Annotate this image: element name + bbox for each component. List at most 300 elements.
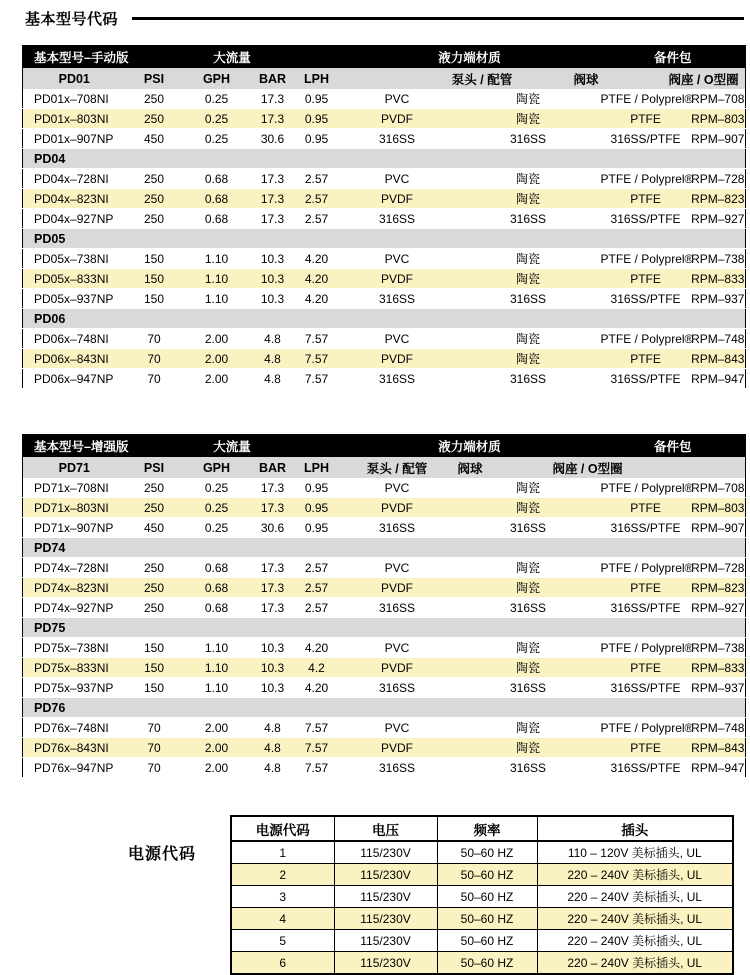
cell: 115/230V xyxy=(334,864,437,886)
model-row xyxy=(23,518,746,538)
cell: 10.3 xyxy=(251,678,295,698)
cell: 316SS xyxy=(339,598,456,618)
model-row xyxy=(23,658,746,678)
cell: 250 xyxy=(126,109,183,129)
cell: RPM–843 xyxy=(691,349,746,369)
model-row xyxy=(23,478,746,498)
cell: 陶瓷 xyxy=(456,269,601,289)
col-valve-seat: 阀座 / O型圈 xyxy=(601,68,691,89)
flow-header: 大流量 xyxy=(126,435,339,458)
cell: 4.8 xyxy=(251,758,295,778)
section-row xyxy=(23,538,746,558)
cell: 10.3 xyxy=(251,638,295,658)
cell: 50–60 HZ xyxy=(437,841,537,864)
cell: 0.68 xyxy=(183,209,251,229)
model-row xyxy=(23,109,746,129)
cell: PD05x–833NI xyxy=(23,269,126,289)
cell: PD04x–823NI xyxy=(23,189,126,209)
cell: 1.10 xyxy=(183,638,251,658)
cell: 250 xyxy=(126,478,183,498)
cell: PD76x–947NP xyxy=(23,758,126,778)
cell: RPM–927 xyxy=(691,598,746,618)
cell: PTFE xyxy=(601,658,691,678)
cell: 2.00 xyxy=(183,718,251,738)
cell: 0.25 xyxy=(183,109,251,129)
cell: 110 – 120V 美标插头, UL xyxy=(537,841,733,864)
cell: 70 xyxy=(126,758,183,778)
col-gph: GPH xyxy=(183,457,251,478)
cell: PD74x–927NP xyxy=(23,598,126,618)
cell: PD74x–728NI xyxy=(23,558,126,578)
cell: PTFE xyxy=(601,349,691,369)
cell: PVC xyxy=(339,329,456,349)
cell: 450 xyxy=(126,518,183,538)
cell: PD01x–708NI xyxy=(23,89,126,109)
cell: RPM–937 xyxy=(691,678,746,698)
cell: PVDF xyxy=(339,738,456,758)
cell: RPM–803 xyxy=(691,498,746,518)
cell: PVDF xyxy=(339,498,456,518)
col-lph: LPH xyxy=(295,457,339,478)
cell: PVDF xyxy=(339,109,456,129)
cell: 316SS/PTFE xyxy=(601,129,691,149)
cell: RPM–947 xyxy=(691,758,746,778)
cell: 0.95 xyxy=(295,89,339,109)
cell: 150 xyxy=(126,658,183,678)
cell: RPM–907 xyxy=(691,129,746,149)
section-label: PD04 xyxy=(23,149,746,169)
cell: 150 xyxy=(126,249,183,269)
cell: 250 xyxy=(126,209,183,229)
cell: 17.3 xyxy=(251,169,295,189)
models-table-body xyxy=(23,89,746,389)
cell: RPM–927 xyxy=(691,209,746,229)
col-gph: GPH xyxy=(183,68,251,89)
kit-header: 备件包 xyxy=(601,435,746,458)
cell: 4.20 xyxy=(295,678,339,698)
cell: 2.57 xyxy=(295,169,339,189)
cell: PTFE / Polyprel® xyxy=(601,558,691,578)
model-family-label: PD71 xyxy=(23,457,126,478)
model-row xyxy=(23,558,746,578)
cell: PTFE xyxy=(601,738,691,758)
cell: 220 – 240V 美标插头, UL xyxy=(537,952,733,975)
cell: 0.25 xyxy=(183,518,251,538)
material-header: 液力端材质 xyxy=(339,435,601,458)
cell: 2.57 xyxy=(295,578,339,598)
model-row xyxy=(23,89,746,109)
cell: 4.20 xyxy=(295,269,339,289)
cell: 2.57 xyxy=(295,189,339,209)
cell: PD76x–843NI xyxy=(23,738,126,758)
cell: 316SS/PTFE xyxy=(601,678,691,698)
cell: 0.95 xyxy=(295,478,339,498)
col-pump-head: 泵头 / 配管 xyxy=(339,457,456,478)
cell: 250 xyxy=(126,498,183,518)
cell: 0.25 xyxy=(183,129,251,149)
power-row xyxy=(231,864,733,886)
cell: 250 xyxy=(126,558,183,578)
cell: 316SS xyxy=(339,369,456,389)
cell: 陶瓷 xyxy=(456,578,601,598)
cell: 50–60 HZ xyxy=(437,864,537,886)
cell: 50–60 HZ xyxy=(437,886,537,908)
cell: PD71x–708NI xyxy=(23,478,126,498)
cell: 3 xyxy=(231,886,334,908)
cell: RPM–738 xyxy=(691,638,746,658)
cell: PVC xyxy=(339,478,456,498)
col-valve-seat: 阀座 / O型圈 xyxy=(601,457,691,478)
cell: 316SS/PTFE xyxy=(601,518,691,538)
cell: 316SS xyxy=(456,129,601,149)
model-row xyxy=(23,189,746,209)
model-row xyxy=(23,329,746,349)
cell: PVC xyxy=(339,558,456,578)
col-valve-ball: 阀球 xyxy=(456,457,601,478)
title-rule xyxy=(132,17,744,20)
cell: 70 xyxy=(126,718,183,738)
section-row xyxy=(23,698,746,718)
cell: PVC xyxy=(339,169,456,189)
cell: 17.3 xyxy=(251,209,295,229)
cell: PTFE / Polyprel® xyxy=(601,329,691,349)
cell: 4.8 xyxy=(251,718,295,738)
cell: 30.6 xyxy=(251,518,295,538)
cell: 70 xyxy=(126,349,183,369)
cell: 0.68 xyxy=(183,169,251,189)
cell: PVC xyxy=(339,249,456,269)
cell: RPM–833 xyxy=(691,269,746,289)
cell: 陶瓷 xyxy=(456,89,601,109)
cell: 陶瓷 xyxy=(456,558,601,578)
cell: 1.10 xyxy=(183,678,251,698)
power-row xyxy=(231,841,733,864)
cell: RPM–728 xyxy=(691,558,746,578)
cell: 7.57 xyxy=(295,738,339,758)
col-valve-ball: 阀球 xyxy=(456,68,601,89)
cell: 2.00 xyxy=(183,758,251,778)
cell: PD04x–728NI xyxy=(23,169,126,189)
material-header: 液力端材质 xyxy=(339,46,601,69)
model-row xyxy=(23,269,746,289)
section-row xyxy=(23,618,746,638)
cell: 2.57 xyxy=(295,598,339,618)
cell: 115/230V xyxy=(334,908,437,930)
cell: 0.95 xyxy=(295,129,339,149)
cell: PD76x–748NI xyxy=(23,718,126,738)
model-row xyxy=(23,678,746,698)
cell: 0.68 xyxy=(183,558,251,578)
column-header-row xyxy=(23,457,746,478)
cell: 250 xyxy=(126,598,183,618)
section-row xyxy=(23,309,746,329)
cell: 17.3 xyxy=(251,578,295,598)
cell: PD74x–823NI xyxy=(23,578,126,598)
col-plug: 插头 xyxy=(537,816,733,841)
cell: PVC xyxy=(339,718,456,738)
cell: PD05x–738NI xyxy=(23,249,126,269)
cell: 316SS xyxy=(456,758,601,778)
cell: 1.10 xyxy=(183,249,251,269)
cell: 4.8 xyxy=(251,738,295,758)
cell: 150 xyxy=(126,269,183,289)
col-psi: PSI xyxy=(126,68,183,89)
model-row xyxy=(23,289,746,309)
cell: 2 xyxy=(231,864,334,886)
cell: 7.57 xyxy=(295,349,339,369)
cell: PTFE / Polyprel® xyxy=(601,169,691,189)
cell: 70 xyxy=(126,738,183,758)
cell: 7.57 xyxy=(295,758,339,778)
cell: 115/230V xyxy=(334,886,437,908)
cell: 316SS/PTFE xyxy=(601,209,691,229)
cell: 4.2 xyxy=(295,658,339,678)
cell: 4.8 xyxy=(251,369,295,389)
cell: RPM–748 xyxy=(691,718,746,738)
models-table-body xyxy=(23,478,746,778)
cell: PTFE xyxy=(601,578,691,598)
cell: 1.10 xyxy=(183,289,251,309)
model-row xyxy=(23,369,746,389)
cell: 0.95 xyxy=(295,518,339,538)
cell: 316SS xyxy=(456,369,601,389)
cell: PVDF xyxy=(339,269,456,289)
cell: 陶瓷 xyxy=(456,638,601,658)
cell: 250 xyxy=(126,578,183,598)
cell: 陶瓷 xyxy=(456,249,601,269)
cell: PTFE / Polyprel® xyxy=(601,718,691,738)
cell: 17.3 xyxy=(251,189,295,209)
cell: 316SS xyxy=(339,209,456,229)
cell: 陶瓷 xyxy=(456,109,601,129)
page-title: 基本型号代码 xyxy=(25,10,119,28)
cell: RPM–947 xyxy=(691,369,746,389)
cell: 115/230V xyxy=(334,841,437,864)
cell: 17.3 xyxy=(251,498,295,518)
cell: 1 xyxy=(231,841,334,864)
cell: 2.57 xyxy=(295,209,339,229)
cell: PD75x–937NP xyxy=(23,678,126,698)
cell: 2.00 xyxy=(183,369,251,389)
cell: RPM–937 xyxy=(691,289,746,309)
cell: PVC xyxy=(339,638,456,658)
cell: 17.3 xyxy=(251,109,295,129)
models-table-enhanced xyxy=(22,434,746,778)
cell: 0.95 xyxy=(295,498,339,518)
cell: PD01x–907NP xyxy=(23,129,126,149)
cell: 2.57 xyxy=(295,558,339,578)
cell: 陶瓷 xyxy=(456,738,601,758)
cell: PD06x–947NP xyxy=(23,369,126,389)
cell: 0.25 xyxy=(183,89,251,109)
col-bar: BAR xyxy=(251,68,295,89)
cell: 150 xyxy=(126,638,183,658)
kit-header: 备件包 xyxy=(601,46,746,69)
cell: 250 xyxy=(126,89,183,109)
cell: RPM–907 xyxy=(691,518,746,538)
cell: RPM–728 xyxy=(691,169,746,189)
model-row xyxy=(23,758,746,778)
model-row xyxy=(23,738,746,758)
cell: PTFE xyxy=(601,269,691,289)
cell: PVDF xyxy=(339,658,456,678)
group-header: 基本型号–增强版 xyxy=(23,435,126,458)
cell: 316SS xyxy=(456,678,601,698)
cell: 316SS xyxy=(339,129,456,149)
section-label: PD74 xyxy=(23,538,746,558)
power-row xyxy=(231,930,733,952)
col-kit-empty xyxy=(691,457,746,478)
cell: RPM–823 xyxy=(691,189,746,209)
cell: 316SS xyxy=(339,289,456,309)
col-frequency: 频率 xyxy=(437,816,537,841)
section-row xyxy=(23,149,746,169)
power-table-body xyxy=(231,841,733,974)
cell: PTFE / Polyprel® xyxy=(601,249,691,269)
model-row xyxy=(23,718,746,738)
cell: 70 xyxy=(126,329,183,349)
cell: 4.8 xyxy=(251,349,295,369)
cell: 17.3 xyxy=(251,558,295,578)
cell: RPM–843 xyxy=(691,738,746,758)
cell: 0.95 xyxy=(295,109,339,129)
model-row xyxy=(23,638,746,658)
cell: PD75x–738NI xyxy=(23,638,126,658)
cell: PD06x–748NI xyxy=(23,329,126,349)
cell: 316SS xyxy=(456,598,601,618)
cell: RPM–708 xyxy=(691,478,746,498)
cell: 0.68 xyxy=(183,578,251,598)
section-label: PD06 xyxy=(23,309,746,329)
model-row xyxy=(23,498,746,518)
cell: PD71x–907NP xyxy=(23,518,126,538)
col-lph: LPH xyxy=(295,68,339,89)
cell: 17.3 xyxy=(251,598,295,618)
cell: 10.3 xyxy=(251,269,295,289)
section-row xyxy=(23,229,746,249)
power-code-section xyxy=(0,815,750,975)
cell: 10.3 xyxy=(251,249,295,269)
cell: PTFE / Polyprel® xyxy=(601,638,691,658)
table-header-row xyxy=(23,435,746,458)
cell: 2.00 xyxy=(183,738,251,758)
power-row xyxy=(231,886,733,908)
cell: 7.57 xyxy=(295,329,339,349)
cell: PD01x–803NI xyxy=(23,109,126,129)
table-header-row xyxy=(23,46,746,69)
cell: 陶瓷 xyxy=(456,349,601,369)
section-label: PD76 xyxy=(23,698,746,718)
cell: 220 – 240V 美标插头, UL xyxy=(537,908,733,930)
cell: 0.25 xyxy=(183,498,251,518)
model-row xyxy=(23,209,746,229)
cell: 陶瓷 xyxy=(456,169,601,189)
cell: 0.68 xyxy=(183,189,251,209)
column-header-row xyxy=(23,68,746,89)
cell: 10.3 xyxy=(251,658,295,678)
cell: 316SS xyxy=(339,758,456,778)
cell: PD75x–833NI xyxy=(23,658,126,678)
cell: 4.8 xyxy=(251,329,295,349)
cell: 5 xyxy=(231,930,334,952)
cell: 316SS xyxy=(456,289,601,309)
cell: 316SS/PTFE xyxy=(601,289,691,309)
cell: 316SS/PTFE xyxy=(601,758,691,778)
cell: PD04x–927NP xyxy=(23,209,126,229)
col-voltage: 电压 xyxy=(334,816,437,841)
cell: PD06x–843NI xyxy=(23,349,126,369)
cell: 30.6 xyxy=(251,129,295,149)
cell: 陶瓷 xyxy=(456,718,601,738)
cell: 1.10 xyxy=(183,658,251,678)
cell: 50–60 HZ xyxy=(437,952,537,975)
cell: 316SS xyxy=(456,209,601,229)
page-header xyxy=(0,0,750,29)
cell: PVDF xyxy=(339,578,456,598)
model-row xyxy=(23,169,746,189)
cell: 4 xyxy=(231,908,334,930)
cell: 220 – 240V 美标插头, UL xyxy=(537,864,733,886)
cell: 316SS xyxy=(339,678,456,698)
model-row xyxy=(23,598,746,618)
cell: 1.10 xyxy=(183,269,251,289)
cell: 7.57 xyxy=(295,718,339,738)
cell: 17.3 xyxy=(251,89,295,109)
group-header: 基本型号–手动版 xyxy=(23,46,126,69)
section-label: PD05 xyxy=(23,229,746,249)
cell: PVDF xyxy=(339,189,456,209)
cell: 70 xyxy=(126,369,183,389)
cell: 2.00 xyxy=(183,329,251,349)
cell: 316SS xyxy=(339,518,456,538)
cell: PVDF xyxy=(339,349,456,369)
col-pump-head: 泵头 / 配管 xyxy=(339,68,456,89)
cell: 115/230V xyxy=(334,930,437,952)
flow-header: 大流量 xyxy=(126,46,339,69)
model-family-label: PD01 xyxy=(23,68,126,89)
cell: 220 – 240V 美标插头, UL xyxy=(537,930,733,952)
power-header-row xyxy=(231,816,733,841)
cell: 0.68 xyxy=(183,598,251,618)
cell: 450 xyxy=(126,129,183,149)
cell: PD05x–937NP xyxy=(23,289,126,309)
cell: 150 xyxy=(126,678,183,698)
cell: 4.20 xyxy=(295,249,339,269)
power-code-side-label: 电源代码 xyxy=(127,846,196,863)
cell: 6 xyxy=(231,952,334,975)
cell: RPM–803 xyxy=(691,109,746,129)
cell: 陶瓷 xyxy=(456,189,601,209)
model-row xyxy=(23,129,746,149)
cell: PTFE xyxy=(601,498,691,518)
cell: RPM–748 xyxy=(691,329,746,349)
cell: 0.25 xyxy=(183,478,251,498)
cell: 316SS/PTFE xyxy=(601,598,691,618)
cell: 4.20 xyxy=(295,289,339,309)
cell: 250 xyxy=(126,169,183,189)
cell: RPM–738 xyxy=(691,249,746,269)
section-label: PD75 xyxy=(23,618,746,638)
cell: PTFE / Polyprel® xyxy=(601,89,691,109)
cell: 陶瓷 xyxy=(456,478,601,498)
cell: 17.3 xyxy=(251,478,295,498)
model-row xyxy=(23,349,746,369)
cell: 316SS xyxy=(456,518,601,538)
cell: RPM–823 xyxy=(691,578,746,598)
cell: 316SS/PTFE xyxy=(601,369,691,389)
model-row xyxy=(23,249,746,269)
cell: 50–60 HZ xyxy=(437,930,537,952)
